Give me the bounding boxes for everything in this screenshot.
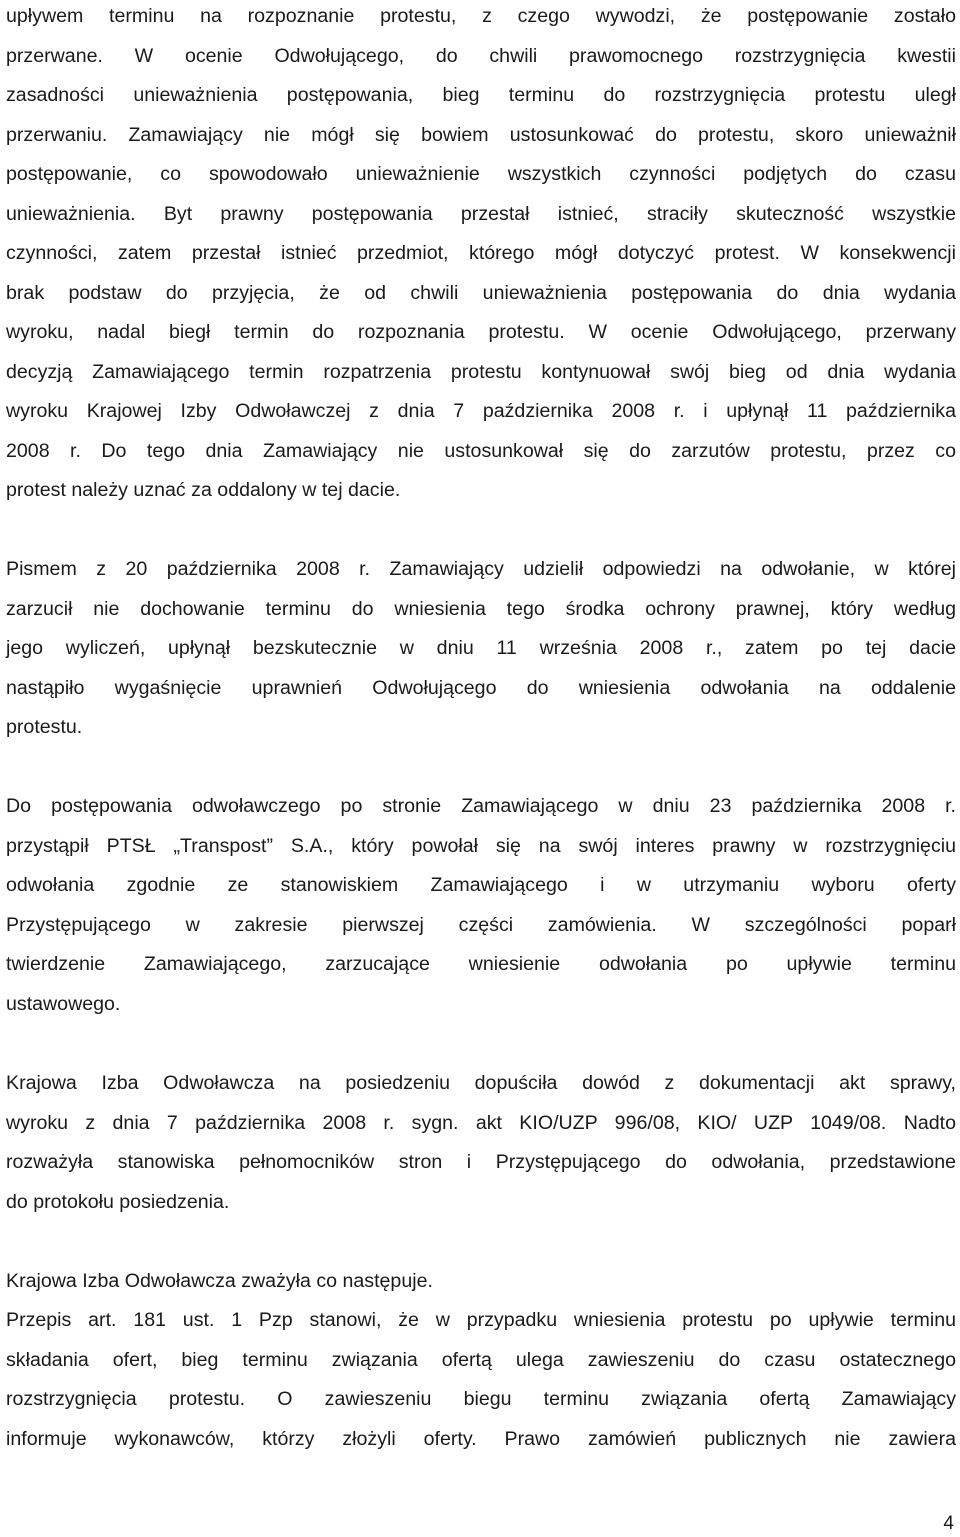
text-line: nastąpiło wygaśnięcie uprawnień Odwołującego do wniesienia odwołania na oddalenie bbox=[6, 677, 956, 699]
text-line: twierdzenie Zamawiającego, zarzucające wniesienie odwołania po upływie terminu bbox=[6, 953, 956, 975]
text-line: upływem terminu na rozpoznanie protestu, z czego wywodzi, że postępowanie zostało bbox=[6, 5, 956, 27]
text-line: zasadności unieważnienia postępowania, bieg terminu do rozstrzygnięcia protestu uległ bbox=[6, 84, 956, 106]
text-line: rozważyła stanowiska pełnomocników stron i Przystępującego do odwołania, przedstawione bbox=[6, 1151, 956, 1173]
text-line: Pismem z 20 października 2008 r. Zamawiający udzielił odpowiedzi na odwołanie, w której bbox=[6, 558, 956, 580]
text-line: czynności, zatem przestał istnieć przedmiot, którego mógł dotyczyć protest. W konsekwencji bbox=[6, 242, 956, 264]
text-line: rozstrzygnięcia protestu. O zawieszeniu biegu terminu związania ofertą Zamawiający bbox=[6, 1388, 956, 1410]
text-line: Krajowa Izba Odwoławcza na posiedzeniu dopuściła dowód z dokumentacji akt sprawy, bbox=[6, 1072, 956, 1094]
text-line: ustawowego. bbox=[6, 993, 121, 1015]
text-line: składania ofert, bieg terminu związania ofertą ulega zawieszeniu do czasu ostatecznego bbox=[6, 1349, 956, 1371]
text-line: wyroku Krajowej Izby Odwoławczej z dnia 7 października 2008 r. i upłynął 11 października bbox=[6, 400, 956, 422]
text-line: 2008 r. Do tego dnia Zamawiający nie ustosunkował się do zarzutów protestu, przez co bbox=[6, 440, 956, 462]
text-line: Przepis art. 181 ust. 1 Pzp stanowi, że w przypadku wniesienia protestu po upływie terminu bbox=[6, 1309, 956, 1331]
text-line: decyzją Zamawiającego termin rozpatrzenia protestu kontynuował swój bieg od dnia wydania bbox=[6, 361, 956, 383]
text-line: Przystępującego w zakresie pierwszej części zamówienia. W szczególności poparł bbox=[6, 914, 956, 936]
text-line: wyroku, nadal biegł termin do rozpoznania protestu. W ocenie Odwołującego, przerwany bbox=[6, 321, 956, 343]
text-line: Krajowa Izba Odwoławcza zważyła co następuje. bbox=[6, 1270, 433, 1292]
text-line: do protokołu posiedzenia. bbox=[6, 1191, 230, 1213]
text-line: informuje wykonawców, którzy złożyli oferty. Prawo zamówień publicznych nie zawiera bbox=[6, 1428, 956, 1450]
text-line: postępowanie, co spowodowało unieważnienie wszystkich czynności podjętych do czasu bbox=[6, 163, 956, 185]
text-line: protest należy uznać za oddalony w tej dacie. bbox=[6, 479, 401, 501]
text-line: przystąpił PTSŁ „Transpost” S.A., który powołał się na swój interes prawny w rozstrzygnięciu bbox=[6, 835, 956, 857]
text-line: brak podstaw do przyjęcia, że od chwili unieważnienia postępowania do dnia wydania bbox=[6, 282, 956, 304]
page-number: 4 bbox=[943, 1513, 954, 1534]
text-line: protestu. bbox=[6, 716, 83, 738]
text-line: przerwane. W ocenie Odwołującego, do chwili prawomocnego rozstrzygnięcia kwestii bbox=[6, 45, 956, 67]
text-line: jego wyliczeń, upłynął bezskutecznie w dniu 11 września 2008 r., zatem po tej dacie bbox=[6, 637, 956, 659]
text-line: wyroku z dnia 7 października 2008 r. sygn. akt KIO/UZP 996/08, KIO/ UZP 1049/08. Nadto bbox=[6, 1112, 956, 1134]
text-line: przerwaniu. Zamawiający nie mógł się bowiem ustosunkować do protestu, skoro unieważnił bbox=[6, 124, 956, 146]
text-line: Do postępowania odwoławczego po stronie Zamawiającego w dniu 23 października 2008 r. bbox=[6, 795, 956, 817]
text-line: zarzucił nie dochowanie terminu do wniesienia tego środka ochrony prawnej, który według bbox=[6, 598, 956, 620]
text-line: unieważnienia. Byt prawny postępowania przestał istnieć, straciły skuteczność wszystkie bbox=[6, 203, 956, 225]
text-line: odwołania zgodnie ze stanowiskiem Zamawiającego i w utrzymaniu wyboru oferty bbox=[6, 874, 956, 896]
